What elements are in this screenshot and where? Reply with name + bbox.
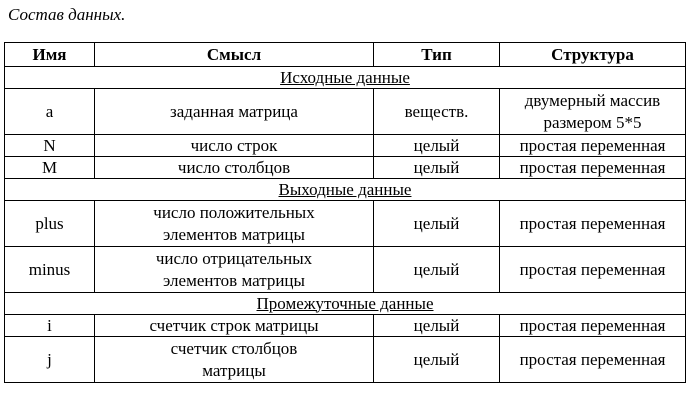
cell-meaning-line: счетчик столбцов (170, 338, 298, 358)
cell-name: M (5, 157, 95, 179)
header-structure: Структура (500, 43, 686, 67)
cell-type: целый (374, 315, 500, 337)
section-label: Промежуточные данные (256, 293, 434, 313)
cell-name: minus (5, 247, 95, 293)
cell-structure (500, 201, 686, 247)
cell-structure-line: простая переменная (519, 157, 666, 177)
cell-name: a (5, 89, 95, 135)
cell-meaning (95, 89, 374, 135)
cell-name: i (5, 315, 95, 337)
cell-type: веществ. (374, 89, 500, 135)
cell-structure-line: простая переменная (519, 213, 666, 233)
cell-structure (500, 315, 686, 337)
cell-meaning-line: матрицы (202, 360, 266, 380)
table-row (5, 135, 686, 157)
table-row (5, 337, 686, 383)
section-cell (5, 67, 686, 89)
cell-structure (500, 89, 686, 135)
cell-type: целый (374, 247, 500, 293)
header-meaning: Смысл (95, 43, 374, 67)
cell-structure-line: простая переменная (519, 135, 666, 155)
table-row (5, 89, 686, 135)
cell-type: целый (374, 157, 500, 179)
section-label: Выходные данные (278, 179, 412, 199)
cell-structure-line: простая переменная (519, 349, 666, 369)
cell-meaning-line: счетчик строк матрицы (149, 315, 319, 335)
section-cell (5, 179, 686, 201)
table-row (5, 315, 686, 337)
data-composition-table (4, 42, 686, 383)
cell-type: целый (374, 201, 500, 247)
cell-structure-line: простая переменная (519, 315, 666, 335)
header-name: Имя (5, 43, 95, 67)
cell-structure-line: размером 5*5 (543, 112, 642, 132)
table-header (5, 43, 686, 67)
cell-meaning-line: число столбцов (177, 157, 291, 177)
table-row (5, 157, 686, 179)
document-title: Состав данных. (8, 5, 126, 24)
cell-meaning-line: заданная матрица (170, 101, 298, 121)
cell-structure (500, 157, 686, 179)
cell-meaning (95, 247, 374, 293)
cell-structure (500, 337, 686, 383)
cell-structure-line: простая переменная (519, 259, 666, 279)
cell-meaning-line: число отрицательных (155, 248, 313, 268)
cell-name: plus (5, 201, 95, 247)
cell-structure-line: двумерный массив (524, 90, 661, 110)
cell-structure (500, 247, 686, 293)
section-cell (5, 293, 686, 315)
cell-meaning-line: элементов матрицы (163, 270, 305, 290)
table-row (5, 247, 686, 293)
cell-meaning (95, 337, 374, 383)
cell-name: j (5, 337, 95, 383)
cell-meaning (95, 157, 374, 179)
table-row (5, 201, 686, 247)
cell-structure (500, 135, 686, 157)
cell-type: целый (374, 135, 500, 157)
cell-meaning-line: число положительных (153, 202, 315, 222)
cell-name: N (5, 135, 95, 157)
cell-meaning-line: элементов матрицы (163, 224, 305, 244)
header-row (5, 43, 686, 67)
cell-meaning (95, 201, 374, 247)
cell-meaning (95, 315, 374, 337)
table-body (5, 67, 686, 383)
section-row (5, 179, 686, 201)
section-row (5, 293, 686, 315)
section-label: Исходные данные (280, 67, 410, 87)
cell-meaning (95, 135, 374, 157)
cell-meaning-line: число строк (190, 135, 278, 155)
cell-type: целый (374, 337, 500, 383)
section-row (5, 67, 686, 89)
header-type: Тип (374, 43, 500, 67)
